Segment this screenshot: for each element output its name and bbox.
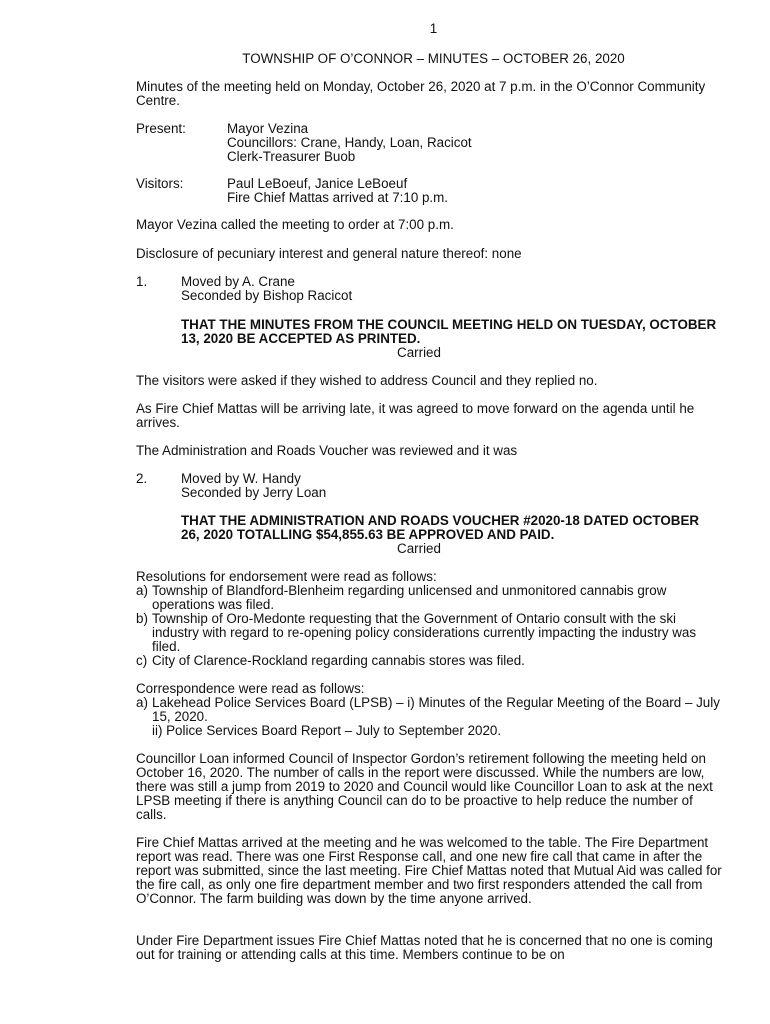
present-label: Present: — [136, 121, 186, 136]
paragraph-fire: Fire Chief Mattas arrived at the meeting and he was welcomed to the table. The Fire Department report was read. There was one First Response call, and one new fire call that came in after the report was submitted, since the last meeting. Fire Chief Mattas noted that Mutual Aid was called for the fire call, as only one fire department member and two first responders attended the call from O’Connor. The farm building was down by the time anyone arrived. — [136, 835, 722, 906]
visitors-note: The visitors were asked if they wished to address Council and they replied no. — [136, 373, 598, 388]
item-text: City of Clarence-Rockland regarding cannabis stores was filed. — [152, 653, 525, 668]
resolutions-section — [136, 570, 726, 668]
motion2-movers — [181, 472, 721, 500]
moved-by: Moved by A. Crane — [181, 274, 295, 289]
document-header: TOWNSHIP OF O’CONNOR – MINUTES – OCTOBER 26, 2020 — [242, 51, 625, 66]
visitors-line: Paul LeBoeuf, Janice LeBoeuf — [227, 176, 408, 191]
item-marker: a) — [136, 583, 148, 598]
list-item — [136, 584, 726, 612]
disclosure: Disclosure of pecuniary interest and general nature thereof: none — [136, 246, 522, 261]
item-subtext: ii) Police Services Board Report – July to September 2020. — [152, 723, 502, 738]
motion2-resolution: THAT THE ADMINISTRATION AND ROADS VOUCHER #2020-18 DATED OCTOBER 26, 2020 TOTALLING $54,855.63 BE APPROVED AND PAID. — [181, 513, 700, 542]
motion-number: 1. — [136, 274, 148, 289]
page-number: 1 — [429, 21, 438, 36]
moved-by: Moved by W. Handy — [181, 471, 301, 486]
voucher-note: The Administration and Roads Voucher was reviewed and it was — [136, 443, 518, 458]
motion1-result: Carried — [397, 345, 441, 360]
intro-paragraph: Minutes of the meeting held on Monday, October 26, 2020 at 7 p.m. in the O’Connor Community Centre. — [136, 79, 706, 108]
item-marker: a) — [136, 695, 148, 710]
visitors-list — [227, 177, 448, 205]
correspondence-heading: Correspondence were read as follows: — [136, 681, 365, 696]
correspondence-section — [136, 682, 726, 738]
item-marker: c) — [136, 653, 148, 668]
present-line: Councillors: Crane, Handy, Loan, Racicot — [227, 135, 472, 150]
seconded-by: Seconded by Bishop Racicot — [181, 288, 353, 303]
resolutions-heading: Resolutions for endorsement were read as follows: — [136, 569, 437, 584]
call-to-order: Mayor Vezina called the meeting to order at 7:00 p.m. — [136, 217, 454, 232]
motion2-result: Carried — [397, 541, 441, 556]
motion1-resolution: THAT THE MINUTES FROM THE COUNCIL MEETING HELD ON TUESDAY, OCTOBER 13, 2020 BE ACCEPTED AS PRINTED. — [181, 317, 717, 346]
present-line: Mayor Vezina — [227, 121, 309, 136]
agenda-note: As Fire Chief Mattas will be arriving late, it was agreed to move forward on the agenda until he arrives. — [136, 401, 695, 430]
item-text: Township of Blandford-Blenheim regarding unlicensed and unmonitored cannabis grow operations was filed. — [152, 583, 667, 612]
present-list — [227, 122, 472, 164]
item-text: Lakehead Police Services Board (LPSB) – i) Minutes of the Regular Meeting of the Board – July 15, 2020. — [152, 695, 720, 724]
list-item — [136, 654, 726, 668]
paragraph-issues: Under Fire Department issues Fire Chief Mattas noted that he is concerned that no one is coming out for training or attending calls at this time. Members continue to be on — [136, 933, 713, 962]
paragraph-loan: Councillor Loan informed Council of Inspector Gordon’s retirement following the meeting held on October 16, 2020. The number of calls in the report were discussed. While the numbers are low, there was still a jump from 2019 to 2020 and Council would like Councillor Loan to ask at the next LPSB meeting if there is anything Council can do to be proactive to help reduce the number of calls. — [136, 751, 713, 822]
motion1-movers — [181, 275, 721, 303]
visitors-section — [136, 177, 731, 207]
list-item — [136, 696, 726, 738]
present-section — [136, 121, 731, 164]
visitors-label: Visitors: — [136, 176, 184, 191]
seconded-by: Seconded by Jerry Loan — [181, 485, 327, 500]
item-marker: b) — [136, 611, 148, 626]
motion-number: 2. — [136, 471, 148, 486]
list-item — [136, 612, 726, 654]
item-text: Township of Oro-Medonte requesting that the Government of Ontario consult with the ski industry with regard to re-opening policy considerations currently impacting the industry was filed. — [152, 611, 697, 654]
present-line: Clerk-Treasurer Buob — [227, 149, 356, 164]
visitors-line: Fire Chief Mattas arrived at 7:10 p.m. — [227, 190, 449, 205]
